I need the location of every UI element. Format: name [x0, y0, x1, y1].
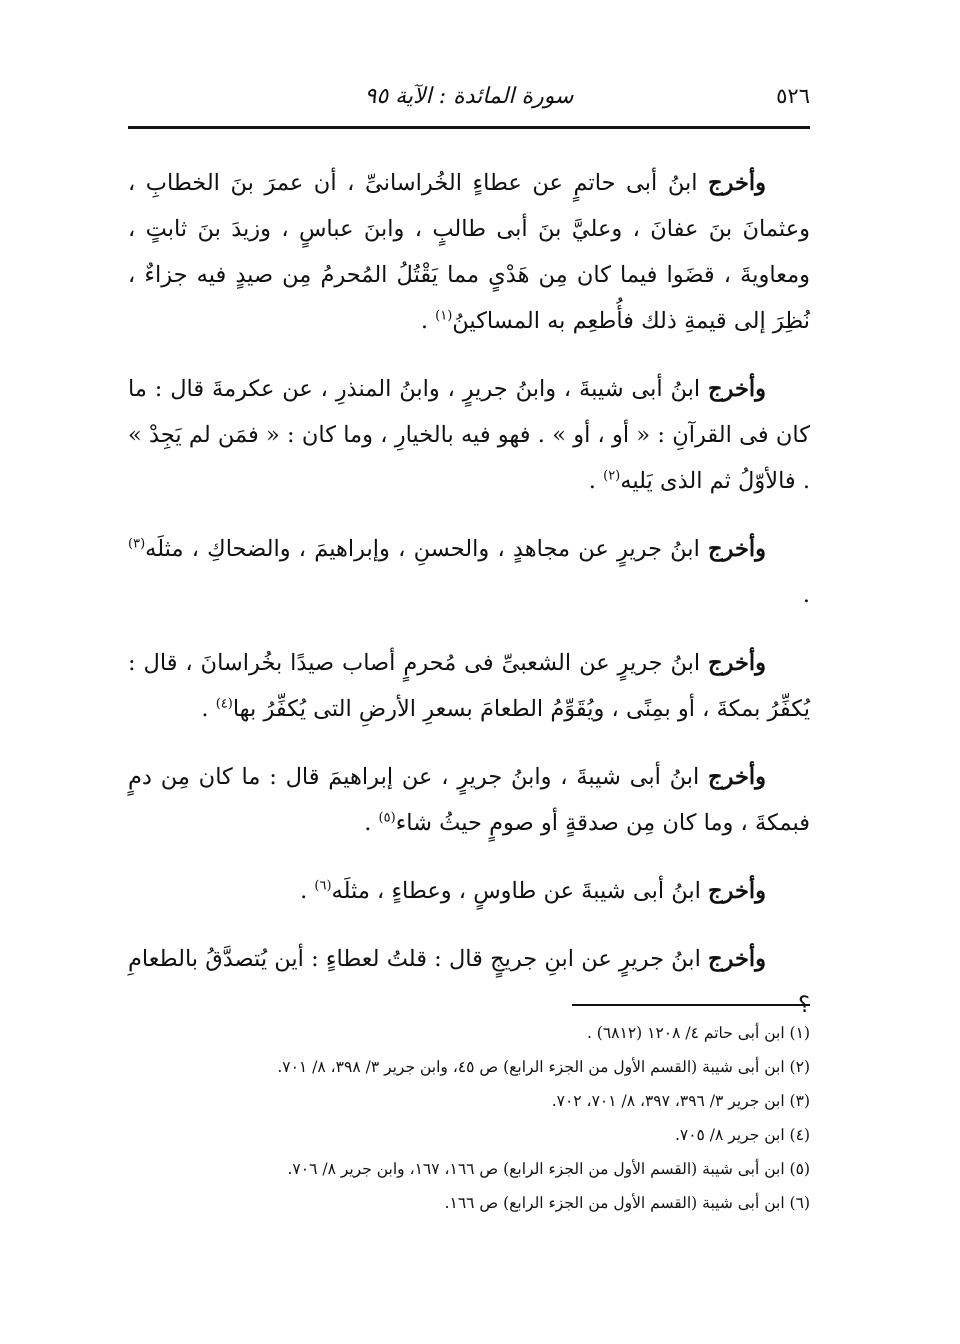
footnote-ref: (٢)	[603, 468, 621, 484]
page-number: ٥٢٦	[776, 84, 810, 108]
header-rule	[128, 126, 810, 129]
footnote-ref: (٣)	[128, 536, 146, 552]
footnote: (٣) ابن جرير ٣/ ٣٩٦، ٣٩٧، ٨/ ٧٠١، ٧٠٢.	[551, 1092, 810, 1110]
paragraph-lead: وأخرج	[708, 536, 766, 562]
paragraph-end: .	[364, 810, 379, 836]
footnote-ref: (٥)	[378, 810, 396, 826]
paragraph	[128, 640, 810, 732]
paragraph-end: .	[300, 878, 315, 904]
footnote: (١) ابن أبى حاتم ٤/ ١٢٠٨ (٦٨١٢) .	[586, 1024, 810, 1042]
paragraph-text: ابنُ أبى شيبةَ عن طاوسٍ ، وعطاءٍ ، مثلَه	[331, 878, 709, 904]
paragraph-lead: وأخرج	[708, 946, 766, 972]
paragraph	[128, 526, 810, 618]
footnote: (٢) ابن أبى شيبة (القسم الأول من الجزء الرابع) ص ٤٥، وابن جرير ٣/ ٣٩٨، ٨/ ٧٠١.	[277, 1058, 810, 1076]
footnote-ref: (٤)	[215, 696, 233, 712]
paragraph-lead: وأخرج	[708, 764, 766, 790]
paragraph-lead: وأخرج	[708, 376, 766, 402]
footnote: (٤) ابن جرير ٨/ ٧٠٥.	[674, 1126, 810, 1144]
paragraph-end: .	[420, 308, 436, 334]
footnote-ref: (٦)	[314, 878, 332, 894]
footnote-ref: (١)	[435, 308, 453, 324]
footnote: (٥) ابن أبى شيبة (القسم الأول من الجزء الرابع) ص ١٦٦، ١٦٧، وابن جرير ٨/ ٧٠٦.	[287, 1160, 810, 1178]
paragraph	[128, 868, 810, 914]
paragraph-text: ابنُ جريرٍ عن مجاهدٍ ، والحسنِ ، وإبراهيمَ ، والضحاكِ ، مثلَه	[145, 536, 709, 562]
paragraph-text: ابنُ أبى حاتمٍ عن عطاءٍ الخُراسانىِّ ، أن عمرَ بنَ الخطابِ ، وعثمانَ بنَ عفانَ ، وعليَّ بنَ أبى طالبٍ ، وابنَ عباسٍ ، وزيدَ بنَ ثابتٍ ، ومعاويةَ ، قضَوا فيما كان مِن هَدْىٍ مما يَقْتُلُ المُحرمُ مِن صيدٍ فيه جزاءٌ ، نُظِرَ إلى قيمةِ ذلك فأُطعِم به المساكينُ	[128, 170, 810, 334]
paragraph-lead: وأخرج	[708, 650, 766, 676]
paragraph-end: .	[201, 696, 216, 722]
page-header	[128, 78, 810, 118]
paragraph-lead: وأخرج	[708, 878, 766, 904]
footnotes	[128, 1016, 810, 1220]
paragraph	[128, 936, 810, 1028]
running-title: سورة المائدة : الآية ٩٥	[364, 84, 574, 109]
paragraph	[128, 160, 810, 344]
paragraph-text: ابنُ أبى شيبةَ ، وابنُ جريرٍ ، عن إبراهيمَ قال : ما كان مِن دمٍ فبمكةَ ، وما كان مِن صدقةٍ أو صومٍ حيثُ شاء	[128, 764, 810, 836]
paragraph-lead: وأخرج	[708, 170, 766, 196]
footnote: (٦) ابن أبى شيبة (القسم الأول من الجزء الرابع) ص ١٦٦.	[444, 1194, 810, 1212]
paragraph	[128, 366, 810, 504]
paragraph-end: .	[588, 468, 604, 494]
paragraph-text: ابنُ أبى شيبةَ ، وابنُ جريرٍ ، وابنُ المنذرِ ، عن عكرمةَ قال : ما كان فى القرآنِ : « أو ، أو » . فهو فيه بالخيارِ ، وما كان : « فمَن لم يَجِدْ » . فالأوّلُ ثم الذى يَليه	[128, 376, 810, 494]
main-text	[128, 160, 810, 1028]
paragraph	[128, 754, 810, 846]
paragraph-end: .	[802, 582, 810, 608]
paragraph-text: ابنُ جريرٍ عن الشعبىِّ فى مُحرمٍ أصاب صيدًا بخُراسانَ ، قال : يُكفِّرُ بمكةَ ، أو بمِنًى ، ويُقَوِّمُ الطعامَ بسعرِ الأرضِ التى يُكفِّرُ بها	[128, 650, 810, 722]
paragraph-text: ابنُ جريرٍ عن ابنِ جريجٍ قال : قلتُ لعطاءٍ : أين يُتصدَّقُ بالطعامِ ؟	[128, 946, 810, 1018]
footnote-rule	[572, 1004, 810, 1006]
